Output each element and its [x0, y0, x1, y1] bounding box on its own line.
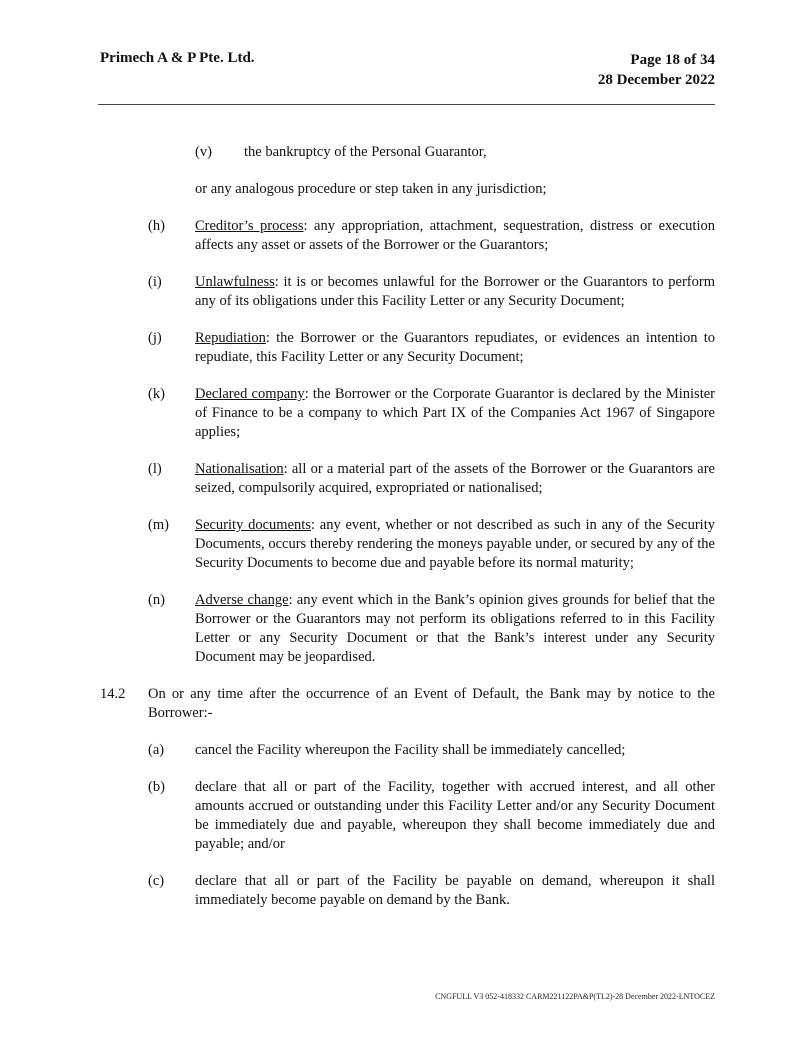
analogous-procedure-text: or any analogous procedure or step taken in any jurisdiction;	[195, 181, 547, 197]
document-body	[0, 143, 810, 928]
event-item	[0, 217, 810, 255]
events-of-default-list	[0, 217, 810, 667]
clause-text: : any event, whether or not described as such in any of the Security Documents, occurs thereby rendering the moneys payable under, or secured by any of the Security Documents to become due and payable before its normal maturity;	[195, 517, 715, 571]
clause-text: declare that all or part of the Facility, together with accrued interest, and all other amounts accrued or outstanding under this Facility Letter and/or any Security Document be immediately due and payable, whereupon they shall become immediately due and payable; and/or	[195, 779, 715, 852]
remedies-list	[0, 741, 810, 910]
event-item	[0, 591, 810, 667]
clause-label: (n)	[148, 592, 165, 608]
clause-text: cancel the Facility whereupon the Facility shall be immediately cancelled;	[195, 742, 626, 758]
page-number: Page 18 of 34	[630, 52, 715, 68]
clause-text: : all or a material part of the assets of the Borrower or the Guarantors are seized, compulsorily acquired, expropriated or nationalised;	[195, 461, 715, 496]
clause-text: : it is or becomes unlawful for the Borrower or the Guarantors to perform any of its obligations under this Facility Letter or any Security Document;	[195, 274, 715, 309]
clause-14-2	[0, 685, 810, 723]
clause-label: (k)	[148, 386, 165, 402]
clause-label: (j)	[148, 330, 162, 346]
event-item	[0, 385, 810, 442]
clause-label: (c)	[148, 873, 165, 889]
clause-label: (h)	[148, 218, 165, 234]
clause-text: : the Borrower or the Corporate Guarantor is declared by the Minister of Finance to be a company to which Part IX of the Companies Act 1967 of Singapore applies;	[195, 386, 715, 440]
clause-label: (l)	[148, 461, 162, 477]
remedy-item	[0, 872, 810, 910]
defined-term: Declared company	[195, 386, 305, 402]
clause-label: (a)	[148, 742, 165, 758]
clause-text: declare that all or part of the Facility be payable on demand, whereupon it shall immediately become payable on demand by the Bank.	[195, 873, 715, 908]
event-item	[0, 460, 810, 498]
clause-label: (i)	[148, 274, 162, 290]
clause-label: (b)	[148, 779, 165, 795]
defined-term: Repudiation	[195, 330, 266, 346]
defined-term: Unlawfulness	[195, 274, 275, 290]
event-item	[0, 329, 810, 367]
remedy-item	[0, 778, 810, 854]
clause-text: : any event which in the Bank’s opinion gives grounds for belief that the Borrower or the Guarantors may not perform its obligations referred to in this Facility Letter or any Security Document or that the Bank’s interest under any Security Document may be jeopardised.	[195, 592, 715, 665]
event-item	[0, 273, 810, 311]
clause-item-v	[0, 143, 810, 162]
event-item	[0, 516, 810, 573]
clause-text: : the Borrower or the Guarantors repudiates, or evidences an intention to repudiate, this Facility Letter or any Security Document;	[195, 330, 715, 365]
clause-text: : any appropriation, attachment, sequestration, distress or execution affects any asset or assets of the Borrower or the Guarantors;	[195, 218, 715, 253]
defined-term: Security documents	[195, 517, 311, 533]
defined-term: Creditor’s process	[195, 218, 304, 234]
defined-term: Nationalisation	[195, 461, 284, 477]
clause-label: (m)	[148, 517, 169, 533]
document-date: 28 December 2022	[597, 72, 715, 88]
clause-number: 14.2	[100, 686, 126, 702]
clause-text: On or any time after the occurrence of an Event of Default, the Bank may by notice to the Borrower:-	[148, 686, 715, 721]
clause-text: the bankruptcy of the Personal Guarantor,	[244, 144, 487, 160]
document-reference-footer: CNGFULL V3 052-418332 CARM221122PA&P(TL2)-28 December 2022-LNTOCEZ	[435, 992, 715, 1001]
clause-label: (v)	[195, 144, 212, 160]
header-divider	[98, 104, 715, 105]
company-name: Primech A & P Pte. Ltd.	[100, 50, 255, 66]
page-header-right	[598, 50, 715, 90]
defined-term: Adverse change	[195, 592, 289, 608]
remedy-item	[0, 741, 810, 760]
